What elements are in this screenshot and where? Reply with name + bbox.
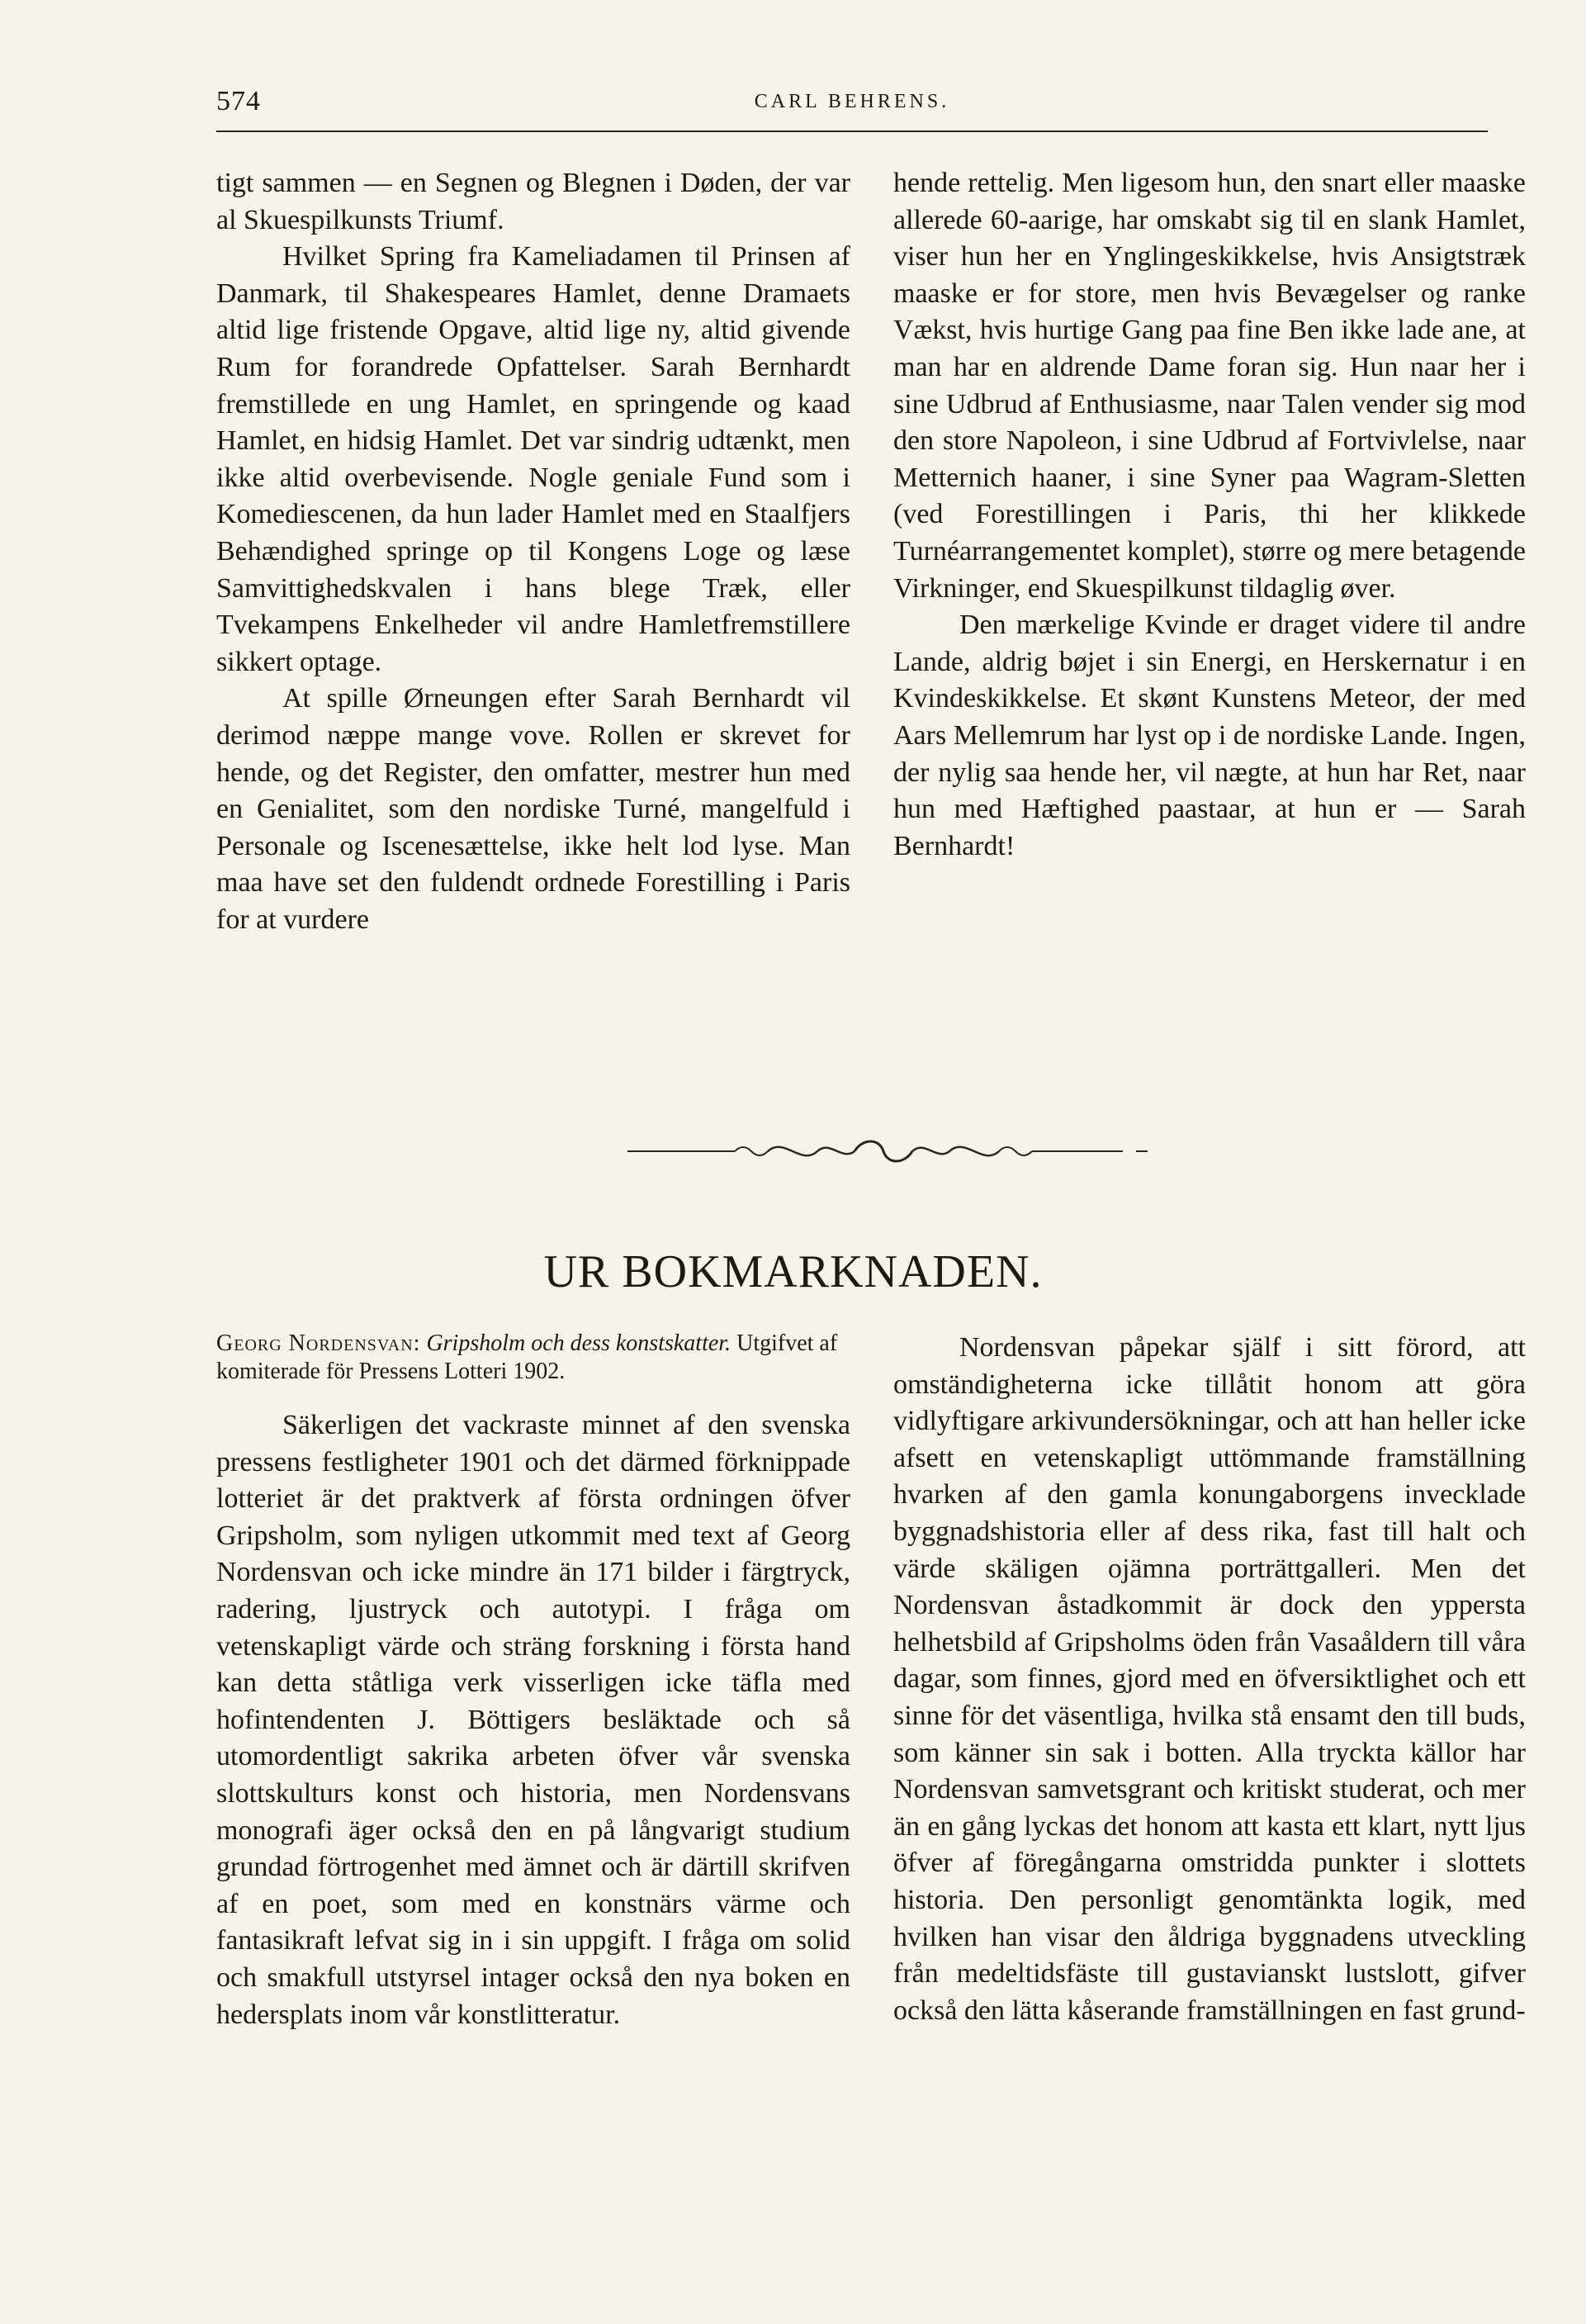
header-rule	[216, 130, 1488, 132]
paragraph: hende rettelig. Men ligesom hun, den snart eller maaske allerede 60-aarige, har omskabt sig til en slank Hamlet, viser hun her en Ynglingeskikkelse, hvis Ansigtstræk maaske er for store, men hvis Bevægelser og ranke Vækst, hvis hurtige Gang paa fine Ben ikke lade ane, at man har en aldrende Dame foran sig. Hun naar her i sine Udbrud af Enthusiasme, naar Talen vender sig mod den store Napoleon, i sine Udbrud af Fortvivlelse, naar Metternich haaner, i sine Syner paa Wagram-Sletten (ved Forestillingen i Paris, thi her klikkede Turnéarrangementet komplet), større og mere betagende Virkninger, end Skuespilkunst tildaglig øver.	[893, 168, 1526, 604]
page-header	[216, 86, 1488, 132]
article-right-column	[893, 165, 1526, 865]
review-left-column	[216, 1330, 850, 2033]
review-book-title: Gripsholm och dess konstskatter.	[426, 1330, 731, 1356]
review-publisher-note: Utgifvet af komiterade för Pressens Lotteri 1902.	[216, 1330, 838, 1384]
article-left-column	[216, 165, 850, 938]
paragraph: tigt sammen — en Segnen og Blegnen i Døden, der var al Skuespilkunsts Triumf.	[216, 168, 850, 235]
paragraph: Hvilket Spring fra Kameliadamen til Prinsen af Danmark, til Shakespeares Hamlet, denne Dramaets altid lige fristende Opgave, altid lige ny, altid givende Rum for forandrede Opfattelser. Sarah Bernhardt fremstillede en ung Hamlet, en springende og kaad Hamlet, en hidsig Hamlet. Det var sindrig udtænkt, men ikke altid overbevisende. Nogle geniale Fund som i Komediescenen, da hun lader Hamlet med en Staalfjers Behændighed springe op til Kongens Loge og læse Samvittighedskvalen i hans blege Træk, eller Tvekampens Enkelheder vil andre Hamletfremstillere sikkert optage.	[216, 241, 850, 677]
paragraph: At spille Ørneungen efter Sarah Bernhardt vil derimod næppe mange vove. Rollen er skrevet for hende, og det Register, den omfatter, mestrer hun med en Genialitet, som den nordiske Turné, mangelfuld i Personale og Iscenesættelse, ikke helt lod lyse. Man maa have set den fuldendt ordnede Forestilling i Paris for at vurdere	[216, 683, 850, 935]
page-number: 574	[216, 86, 261, 116]
paragraph: Säkerligen det vackraste minnet af den svenska pressens festligheter 1901 och det därmed förknippade lotteriet är det praktverk af första ordningen öfver Gripsholm, som nyligen utkommit med text af Georg Nordensvan och icke mindre än 171 bilder i färgtryck, radering, ljustryck och autotypi. I fråga om vetenskapligt värde och sträng forskning i första hand kan detta ståtliga verk visserligen icke täfla med hofintendenten J. Böttigers besläktade och så utomordentligt sakrika arbeten öfver vår svenska slottskulturs konst och historia, men Nordensvans monografi äger också den en på långvarigt studium grundad förtrogenhet med ämnet och är därtill skrifven af en poet, som med en konstnärs värme och fantasikraft lefvat sig in i sin uppgift. I fråga om solid och smakfull utstyrsel intager också den nya boken en hedersplats inom vår konstlitteratur.	[216, 1410, 850, 2030]
decorative-rule-ornament-icon	[627, 1135, 1156, 1168]
paragraph: Den mærkelige Kvinde er draget videre til andre Lande, aldrig bøjet i sin Energi, en Herskernatur i en Kvindeskikkelse. Et skønt Kunstens Meteor, der med Aars Mellemrum har lyst op i de nordiske Lande. Ingen, der nylig saa hende her, vil nægte, at hun har Ret, naar hun med Hæftighed paastaar, at hun er — Sarah Bernhardt!	[893, 609, 1526, 861]
paragraph: Nordensvan påpekar själf i sitt förord, att omständigheterna icke tillåtit honom att göra vidlyftigare arkivundersökningar, och att han heller icke afsett en vetenskapligt uttömmande framställning hvarken af den gamla konungaborgens invecklade byggnadshistoria eller af dess rika, fast till halt och värde skäligen ojämna porträttgalleri. Men det Nordensvan åstadkommit är dock den yppersta helhetsbild af Gripsholms öden från Vasaåldern till våra dagar, som finnes, gjord med en öfversiktlighet och ett sinne för det väsentliga, hvilka stå ensamt den till buds, som känner sin sak i botten. Alla tryckta källor har Nordensvan samvetsgrant och kritiskt studerat, och mer än en gång lyckas det honom att kasta ett klart, nytt ljus öfver af föregångarna omstridda punkter i slottets historia. Den personligt genomtänkta logik, med hvilken han visar den åldriga byggnadens utveckling från medeltidsfäste till gustavianskt lustslott, gifver också den lätta kåserande framställningen en fast grund-	[893, 1332, 1526, 2026]
section-title: UR BOKMARKNADEN.	[543, 1246, 1043, 1297]
running-head: CARL BEHRENS.	[754, 91, 950, 112]
review-citation	[216, 1330, 850, 1386]
review-author: Georg Nordensvan:	[216, 1330, 421, 1356]
review-right-column	[893, 1330, 1526, 2029]
